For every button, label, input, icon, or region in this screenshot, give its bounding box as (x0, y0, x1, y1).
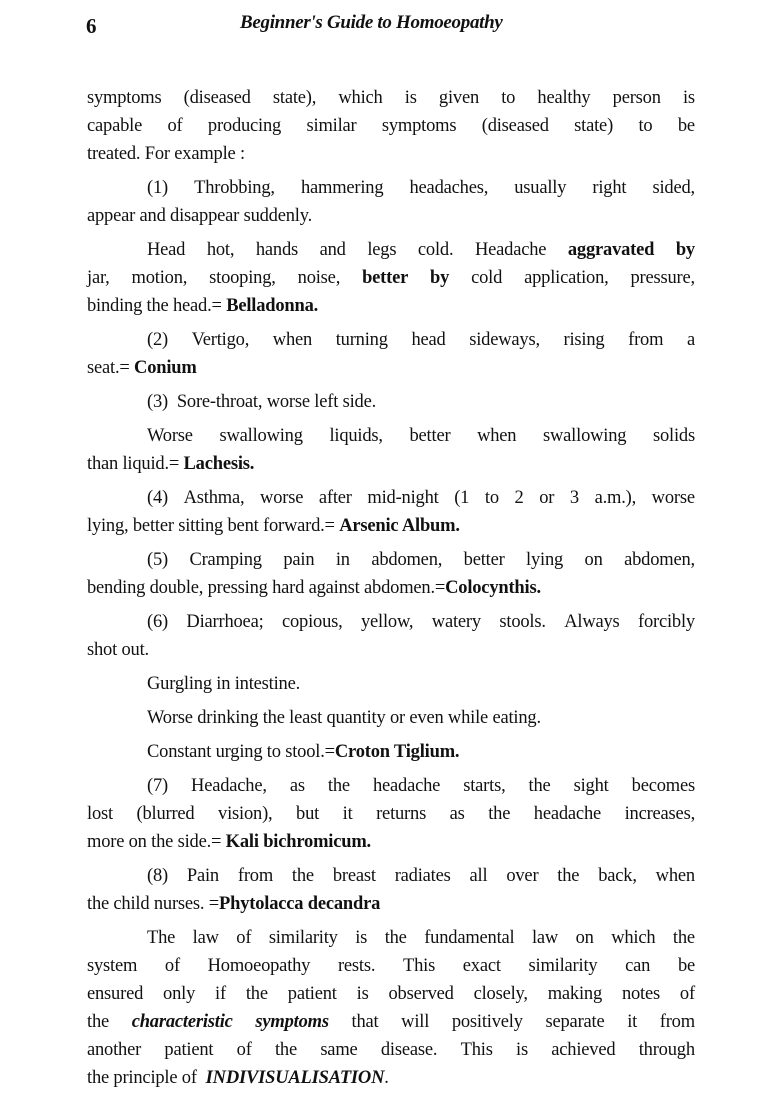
word: when (655, 866, 695, 886)
word: lost (87, 804, 113, 824)
word: when (477, 426, 517, 446)
word: is (516, 1040, 528, 1060)
word: rising (563, 330, 605, 350)
word: making (547, 984, 603, 1004)
word: forcibly (637, 612, 695, 632)
text-segment: the principle of (87, 1068, 206, 1088)
text-line (87, 670, 695, 698)
word: abdomen, (371, 550, 443, 570)
emphasis-text: Belladonna. (226, 296, 319, 316)
word: is (682, 88, 695, 108)
text-line (87, 772, 695, 800)
paragraph (87, 236, 695, 320)
word: patient (287, 984, 337, 1004)
text-line (87, 512, 695, 540)
text-line (87, 1036, 695, 1064)
text-line (87, 84, 695, 112)
word: it (627, 1012, 638, 1032)
word: if (215, 984, 226, 1004)
paragraph (87, 388, 695, 416)
word: mid-night (367, 488, 439, 508)
word: of (236, 1040, 252, 1060)
text-segment: Gurgling in intestine. (147, 674, 301, 694)
word: it (342, 804, 353, 824)
text-segment: than liquid.= (87, 454, 184, 474)
word: the (274, 1040, 297, 1060)
word: exact (462, 956, 501, 976)
word: the (557, 866, 580, 886)
word: becomes (631, 776, 695, 796)
word: Vertigo, (191, 330, 250, 350)
text-line (87, 636, 695, 664)
word: the (488, 804, 511, 824)
emphasis-text: Conium (134, 358, 197, 378)
word: to (501, 88, 516, 108)
word: (diseased (481, 116, 549, 136)
word: patient (164, 1040, 214, 1060)
word: achieved (551, 1040, 616, 1060)
word: the (528, 776, 551, 796)
text-line (87, 112, 695, 140)
word: noise, (297, 268, 341, 288)
text-line (87, 738, 695, 766)
text-segment: seat.= (87, 358, 135, 378)
word: (4) (147, 488, 168, 508)
emphasis-word: by (675, 240, 695, 260)
text-segment: treated. For example : (87, 144, 245, 164)
word: hands (255, 240, 299, 260)
word: given (438, 88, 480, 108)
word: another (87, 1040, 142, 1060)
word: Cramping (189, 550, 262, 570)
text-segment: appear and disappear suddenly. (87, 206, 312, 226)
word: headache (533, 804, 602, 824)
text-segment: (3) Sore-throat, worse left side. (147, 392, 377, 412)
word: copious, (281, 612, 343, 632)
paragraph (87, 924, 695, 1092)
word: pressure, (630, 268, 695, 288)
word: Headache, (191, 776, 267, 796)
word: is (404, 88, 417, 108)
word: state) (574, 116, 614, 136)
word: Pain (186, 866, 219, 886)
text-segment: . (384, 1068, 389, 1088)
text-segment: the child nurses. = (87, 894, 219, 914)
word: law (531, 928, 559, 948)
word: (1) (147, 178, 168, 198)
emphasis-text: Lachesis. (183, 454, 255, 474)
text-line (87, 890, 695, 918)
word: (6) (147, 612, 168, 632)
word: motion, (131, 268, 188, 288)
paragraph (87, 174, 695, 230)
body-text (87, 84, 695, 1098)
word: Head (147, 240, 186, 260)
paragraph (87, 84, 695, 168)
word: ensured (87, 984, 144, 1004)
word: only (163, 984, 196, 1004)
word: of (164, 956, 180, 976)
word: vision), (218, 804, 273, 824)
word: sight (573, 776, 609, 796)
text-line (87, 608, 695, 636)
paragraph (87, 670, 695, 698)
word: swallowing (219, 426, 303, 446)
word: Worse (147, 426, 193, 446)
text-line (87, 450, 695, 478)
word: (diseased (183, 88, 251, 108)
word: (2) (147, 330, 168, 350)
word: stools. (499, 612, 546, 632)
text-line (87, 952, 695, 980)
word: from (628, 330, 664, 350)
word: to (638, 116, 653, 136)
word: is (356, 984, 369, 1004)
word: jar, (87, 268, 110, 288)
word: similarity (528, 956, 598, 976)
word: or (539, 488, 555, 508)
text-line (87, 388, 695, 416)
word: law (192, 928, 219, 948)
text-segment: Constant urging to stool.= (147, 742, 335, 762)
emphasis-word: aggravated (567, 240, 655, 260)
text-line (87, 828, 695, 856)
paragraph (87, 422, 695, 478)
word: be (677, 956, 695, 976)
text-segment: binding the head.= (87, 296, 227, 316)
emphasis-word: symptoms (255, 1012, 329, 1032)
word: cold. (417, 240, 454, 260)
word: similarity (268, 928, 338, 948)
word: The (147, 928, 176, 948)
word: as (289, 776, 305, 796)
paragraph (87, 546, 695, 602)
text-line (87, 422, 695, 450)
text-line (87, 980, 695, 1008)
word: after (318, 488, 352, 508)
word: of (236, 928, 252, 948)
text-segment: more on the side.= (87, 832, 226, 852)
word: solids (652, 426, 695, 446)
word: legs (367, 240, 397, 260)
word: headaches, (409, 178, 489, 198)
emphasis-text: Croton Tiglium. (334, 742, 460, 762)
text-line (87, 484, 695, 512)
text-line (87, 236, 695, 264)
word: can (625, 956, 651, 976)
word: better (409, 426, 451, 446)
text-line (87, 140, 695, 168)
word: Headache (474, 240, 547, 260)
word: breast (332, 866, 376, 886)
emphasis-word: characteristic (131, 1012, 233, 1032)
word: which (611, 928, 656, 948)
page-number: 6 (86, 14, 97, 38)
word: the (384, 928, 407, 948)
word: (1 (454, 488, 470, 508)
text-line (87, 800, 695, 828)
word: healthy (537, 88, 591, 108)
text-line (87, 174, 695, 202)
word: 3 (569, 488, 579, 508)
word: stooping, (209, 268, 276, 288)
text-line (87, 1008, 695, 1036)
word: disease. (380, 1040, 438, 1060)
word: which (338, 88, 383, 108)
word: Asthma, (183, 488, 245, 508)
word: be (677, 116, 695, 136)
word: usually (514, 178, 567, 198)
word: of (679, 984, 695, 1004)
word: 2 (514, 488, 524, 508)
word: capable (87, 116, 143, 136)
text-line (87, 924, 695, 952)
emphasis-text: Colocynthis. (445, 578, 541, 598)
word: lying (526, 550, 564, 570)
word: symptoms (381, 116, 457, 136)
word: Homoeopathy (207, 956, 311, 976)
word: (8) (147, 866, 168, 886)
text-line (87, 202, 695, 230)
word: back, (598, 866, 637, 886)
paragraph (87, 862, 695, 918)
word: worse (260, 488, 304, 508)
word: turning (335, 330, 388, 350)
word: to (484, 488, 499, 508)
word: over (506, 866, 539, 886)
word: of (167, 116, 183, 136)
word: sideways, (469, 330, 540, 350)
word: (blurred (136, 804, 195, 824)
word: is (355, 928, 368, 948)
word: closely, (473, 984, 528, 1004)
text-segment: shot out. (87, 640, 149, 660)
word: on (584, 550, 603, 570)
paragraph (87, 704, 695, 732)
running-title: Beginner's Guide to Homoeopathy (240, 12, 503, 33)
text-segment: Worse drinking the least quantity or even while eating. (147, 708, 541, 728)
word: cold (471, 268, 503, 288)
word: positively (451, 1012, 523, 1032)
word: watery (431, 612, 481, 632)
word: the (87, 1012, 110, 1032)
text-segment: bending double, pressing hard against abdomen.= (87, 578, 446, 598)
paragraph (87, 326, 695, 382)
emphasis-text: INDIVISUALISATION (205, 1068, 385, 1088)
word: This (403, 956, 436, 976)
text-line (87, 264, 695, 292)
word: better (463, 550, 505, 570)
word: the (291, 866, 314, 886)
word: the (672, 928, 695, 948)
word: (5) (147, 550, 168, 570)
word: starts, (463, 776, 506, 796)
word: the (245, 984, 268, 1004)
word: increases, (624, 804, 695, 824)
word: that (351, 1012, 379, 1032)
word: Throbbing, (194, 178, 275, 198)
word: right (592, 178, 627, 198)
emphasis-text: Kali bichromicum. (225, 832, 371, 852)
word: same (320, 1040, 358, 1060)
word: returns (376, 804, 427, 824)
word: This (460, 1040, 493, 1060)
text-segment: lying, better sitting bent forward.= (87, 516, 340, 536)
word: system (87, 956, 138, 976)
word: hot, (206, 240, 235, 260)
paragraph (87, 738, 695, 766)
word: all (469, 866, 488, 886)
word: notes (621, 984, 660, 1004)
word: application, (524, 268, 609, 288)
text-line (87, 704, 695, 732)
word: the (327, 776, 350, 796)
text-line (87, 354, 695, 382)
emphasis-text: Phytolacca decandra (219, 894, 381, 914)
word: Diarrhoea; (186, 612, 264, 632)
word: fundamental (424, 928, 515, 948)
emphasis-word: by (430, 268, 450, 288)
paragraph (87, 484, 695, 540)
word: abdomen, (624, 550, 695, 570)
word: similar (306, 116, 357, 136)
paragraph (87, 608, 695, 664)
text-line (87, 1064, 695, 1092)
word: separate (545, 1012, 605, 1032)
emphasis-text: Arsenic Album. (339, 516, 460, 536)
word: hammering (300, 178, 384, 198)
word: person (612, 88, 661, 108)
text-line (87, 574, 695, 602)
word: a (686, 330, 695, 350)
word: will (401, 1012, 430, 1032)
word: observed (388, 984, 454, 1004)
word: a.m.), (594, 488, 637, 508)
word: from (659, 1012, 695, 1032)
word: (7) (147, 776, 168, 796)
word: head (411, 330, 446, 350)
word: headache (372, 776, 441, 796)
word: when (272, 330, 313, 350)
word: swallowing (543, 426, 627, 446)
word: pain (283, 550, 315, 570)
word: and (319, 240, 346, 260)
word: as (449, 804, 465, 824)
word: sided, (652, 178, 695, 198)
word: but (296, 804, 320, 824)
text-line (87, 292, 695, 320)
text-line (87, 862, 695, 890)
word: symptoms (87, 88, 162, 108)
word: liquids, (329, 426, 383, 446)
word: radiates (394, 866, 451, 886)
word: Always (564, 612, 620, 632)
text-line (87, 546, 695, 574)
word: rests. (337, 956, 376, 976)
word: through (638, 1040, 695, 1060)
word: worse (651, 488, 695, 508)
word: from (237, 866, 274, 886)
word: producing (207, 116, 282, 136)
paragraph (87, 772, 695, 856)
text-line (87, 326, 695, 354)
emphasis-word: better (362, 268, 409, 288)
word: on (575, 928, 594, 948)
word: yellow, (360, 612, 414, 632)
word: in (335, 550, 350, 570)
word: state), (272, 88, 317, 108)
